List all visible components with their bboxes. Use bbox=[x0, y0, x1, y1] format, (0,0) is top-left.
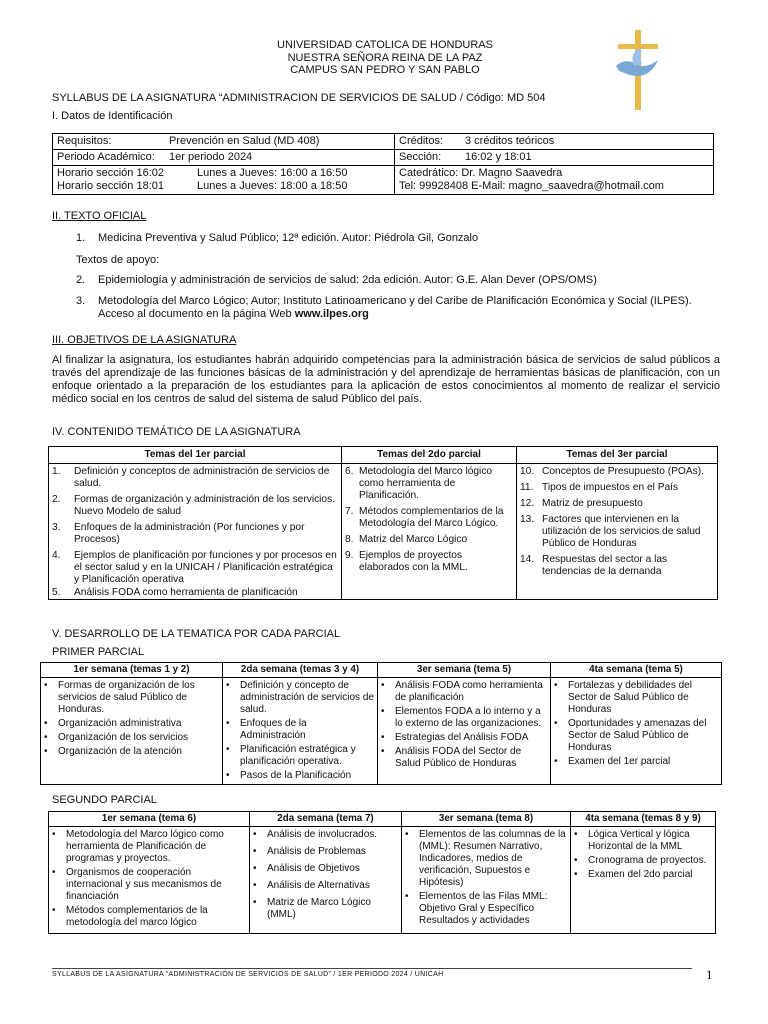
support-book-3 bbox=[76, 295, 722, 321]
list-item: • Examen del 1er parcial bbox=[554, 755, 671, 767]
segundo-parcial-title: SEGUNDO PARCIAL bbox=[52, 794, 157, 806]
table-row bbox=[53, 166, 714, 195]
segundo-parcial-table bbox=[48, 811, 716, 934]
list-item: • Análisis FODA como herramienta de planificación bbox=[381, 679, 543, 703]
table-row bbox=[49, 826, 716, 933]
list-item: 7. Métodos complementarios de la Metodología del Marco Lógico. bbox=[345, 506, 504, 529]
main-book bbox=[76, 232, 478, 245]
list-item: • Elementos de las Filas MML: Objetivo Gral y Específico Resultados y actividades bbox=[405, 890, 548, 926]
list-item: • Elementos de las columnas de la (MML): Resumen Narrativo, Indicadores, medios de verificación, Supuestos e Hipótesis) bbox=[405, 828, 566, 888]
horario-cell bbox=[53, 166, 395, 195]
list-item: • Pasos de la Planificación bbox=[226, 769, 352, 781]
support-book-2 bbox=[76, 274, 597, 287]
book-2-number: 2. bbox=[76, 274, 86, 286]
col-header-1er-parcial: Temas del 1er parcial bbox=[49, 447, 342, 464]
list-item: 12. Matriz de presupuesto bbox=[520, 498, 643, 509]
list-item: • Análisis FODA del Sector de Salud Público de Honduras bbox=[381, 745, 522, 769]
book-3-line-2 bbox=[98, 308, 692, 321]
week-4-cell bbox=[571, 826, 716, 933]
horario-1-label: Horario sección 16:02 bbox=[57, 167, 165, 179]
list-item: • Metodología del Marco lógico como herramienta de Planificación de programas y proyectos. bbox=[52, 828, 224, 864]
catedratico: Catedrático: Dr. Magno Saavedra bbox=[399, 167, 563, 179]
week-3-cell bbox=[378, 677, 551, 784]
header-line-3: CAMPUS SAN PEDRO Y SAN PABLO bbox=[290, 64, 480, 76]
periodo-label: Periodo Académico: bbox=[57, 151, 155, 163]
list-item: • Examen del 2do parcial bbox=[574, 868, 693, 880]
horario-2-value: Lunes a Jueves: 18:00 a 18:50 bbox=[197, 180, 348, 192]
list-item: • Matriz de Marco Lógico (MML) bbox=[253, 896, 371, 920]
week-1-cell bbox=[49, 826, 250, 933]
temas-2do-parcial-cell bbox=[342, 464, 517, 600]
list-item: 8. Matriz del Marco Lógico bbox=[345, 534, 468, 545]
book-3-access-text: Acceso al documento en la página Web bbox=[98, 308, 295, 320]
list-item: • Definición y concepto de administración de servicios de salud. bbox=[226, 679, 374, 715]
list-item: • Elementos FODA a lo interno y a lo externo de las organizaciones. bbox=[381, 705, 542, 729]
week-3-header: 3er semana (tema 8) bbox=[402, 812, 571, 827]
periodo-value: 1er periodo 2024 bbox=[169, 151, 253, 163]
col-header-2do-parcial: Temas del 2do parcial bbox=[342, 447, 517, 464]
contenido-table bbox=[48, 446, 718, 600]
week-2-header: 2da semana (temas 3 y 4) bbox=[223, 663, 378, 678]
creditos-value: 3 créditos teóricos bbox=[465, 135, 555, 147]
cross-horizontal-bar bbox=[618, 44, 658, 49]
periodo-cell bbox=[53, 150, 395, 166]
list-item: 4. Ejemplos de planificación por funciones y por procesos en el sector salud y en la UNICAH / Planificación estratégica y Planificación operativa bbox=[52, 550, 337, 585]
list-item: 1. Definición y conceptos de administración de servicios de salud. bbox=[52, 466, 330, 489]
section-2-title: II. TEXTO OFICIAL bbox=[52, 210, 147, 222]
list-item: 5. Análisis FODA como herramienta de planificación bbox=[52, 587, 298, 598]
primer-parcial-table bbox=[40, 662, 722, 785]
list-item: • Fortalezas y debilidades del Sector de Salud Público de Honduras bbox=[554, 679, 692, 715]
table-header-row bbox=[49, 447, 718, 464]
requisitos-label: Requisitos: bbox=[57, 135, 112, 147]
list-item: • Oportunidades y amenazas del Sector de Salud Público de Honduras bbox=[554, 717, 707, 753]
temas-3er-parcial-cell bbox=[517, 464, 718, 600]
list-item: 11. Tipos de impuestos en el País bbox=[520, 482, 679, 493]
syllabus-title: SYLLABUS DE LA ASIGNATURA “ADMINISTRACION DE SERVICIOS DE SALUD / Código: MD 504 bbox=[52, 92, 546, 104]
list-item: • Análisis de involucrados. bbox=[253, 828, 378, 840]
creditos-cell bbox=[395, 134, 714, 150]
catedratico-cell bbox=[395, 166, 714, 195]
book-3-line-1: Metodología del Marco Lógico; Autor; Instituto Latinoamericano y del Caribe de Planificación Económica y Social (ILPES). bbox=[98, 295, 692, 307]
footer-text: SYLLABUS DE LA ASIGNATURA “ADMINISTRACIÓN DE SERVICIOS DE SALUD” / 1ER PERIODO 2024 / UNICAH bbox=[52, 971, 444, 978]
list-item: • Planificación estratégica y planificación operativa. bbox=[226, 743, 356, 767]
seccion-cell bbox=[395, 150, 714, 166]
book-2-text: Epidemiología y administración de servicios de salud: 2da edición. Autor: G.E. Alan Dever (OPS/OMS) bbox=[98, 274, 597, 286]
section-3-title: III. OBJETIVOS DE LA ASIGNATURA bbox=[52, 334, 237, 346]
list-item: 13. Factores que intervienen en la utilización de los servicios de salud Público de Honduras bbox=[520, 514, 701, 549]
table-row bbox=[41, 677, 722, 784]
week-4-header: 4ta semana (temas 8 y 9) bbox=[571, 812, 716, 827]
list-item: • Estrategias del Análisis FODA bbox=[381, 731, 529, 743]
requisitos-cell bbox=[53, 134, 395, 150]
list-item: • Análisis de Problemas bbox=[253, 845, 366, 857]
week-1-header: 1er semana (temas 1 y 2) bbox=[41, 663, 223, 678]
header-line-2: NUESTRA SEÑORA REINA DE LA PAZ bbox=[287, 51, 483, 64]
list-item: 2. Formas de organización y administración de los servicios. Nuevo Modelo de salud bbox=[52, 494, 336, 517]
week-1-header: 1er semana (tema 6) bbox=[49, 812, 250, 827]
objetivos-paragraph: Al finalizar la asignatura, los estudiantes habrán adquirido competencias para la administración básica de servicios de salud públicos a través del aprendizaje de las funciones básicas de la administración y del aprendizaje de herramientas básicas de planificación, con un enfoque orientado a la preparación de los estudiantes para la aplicación de estos conocimientos al momento de realizar el servicio médico social en los centros de salud del sistema de salud Público del país. bbox=[52, 354, 720, 405]
list-item: • Métodos complementarios de la metodología del marco lógico bbox=[52, 904, 208, 928]
list-item: • Formas de organización de los servicios de salud Público de Honduras. bbox=[44, 679, 195, 715]
list-item: 9. Ejemplos de proyectos elaborados con la MML. bbox=[345, 550, 468, 573]
col-header-3er-parcial: Temas del 3er parcial bbox=[517, 447, 718, 464]
list-item: • Organización de los servicios bbox=[44, 731, 189, 743]
horario-2-label: Horario sección 18:01 bbox=[57, 180, 165, 192]
list-item: • Enfoques de la Administración bbox=[226, 717, 307, 741]
list-item: 10. Conceptos de Presupuesto (POAs). bbox=[520, 466, 704, 477]
week-3-header: 3er semana (tema 5) bbox=[378, 663, 551, 678]
week-2-cell bbox=[223, 677, 378, 784]
list-item: • Organización de la atención bbox=[44, 745, 182, 757]
list-item: • Análisis de Objetivos bbox=[253, 862, 360, 874]
list-item: • Organismos de cooperación internacional y sus mecanismos de financiación bbox=[52, 866, 222, 902]
section-1-title: I. Datos de Identificación bbox=[52, 110, 173, 122]
footer-divider bbox=[52, 968, 692, 969]
list-item: • Cronograma de proyectos. bbox=[574, 854, 707, 866]
page-number: 1 bbox=[706, 967, 713, 982]
identification-table bbox=[52, 133, 714, 195]
list-item: 14. Respuestas del sector a las tendencias de la demanda bbox=[520, 554, 668, 577]
week-3-cell bbox=[402, 826, 571, 933]
table-row bbox=[53, 150, 714, 166]
seccion-value: 16:02 y 18:01 bbox=[465, 151, 532, 163]
primer-parcial-title: PRIMER PARCIAL bbox=[52, 646, 145, 658]
seccion-label: Sección: bbox=[399, 151, 442, 163]
book-3-number: 3. bbox=[76, 295, 86, 307]
list-item: 3. Enfoques de la administración (Por funciones y por Procesos) bbox=[52, 522, 305, 545]
week-4-header: 4ta semana (tema 5) bbox=[551, 663, 722, 678]
table-header-row bbox=[41, 663, 722, 678]
week-1-cell bbox=[41, 677, 223, 784]
table-row bbox=[53, 134, 714, 150]
list-item: • Análisis de Alternativas bbox=[253, 879, 370, 891]
table-row bbox=[49, 464, 718, 600]
week-4-cell bbox=[551, 677, 722, 784]
week-2-cell bbox=[250, 826, 402, 933]
table-header-row bbox=[49, 812, 716, 827]
section-4-title: IV. CONTENIDO TEMÁTICO DE LA ASIGNATURA bbox=[52, 426, 301, 438]
creditos-label: Créditos: bbox=[399, 135, 444, 147]
book-1-number: 1. bbox=[76, 232, 86, 244]
temas-1er-parcial-cell bbox=[49, 464, 342, 600]
header-line-1: UNIVERSIDAD CATOLICA DE HONDURAS bbox=[277, 39, 493, 51]
week-2-header: 2da semana (tema 7) bbox=[250, 812, 402, 827]
support-label: Textos de apoyo: bbox=[76, 254, 160, 266]
list-item: • Organización administrativa bbox=[44, 717, 182, 729]
horario-1-value: Lunes a Jueves: 16:00 a 16:50 bbox=[197, 167, 348, 179]
institution-header bbox=[180, 39, 590, 77]
section-5-title: V. DESARROLLO DE LA TEMATICA POR CADA PARCIAL bbox=[52, 628, 341, 640]
ilpes-link[interactable]: www.ilpes.org bbox=[294, 308, 369, 320]
requisitos-value: Prevención en Salud (MD 408) bbox=[169, 135, 320, 147]
list-item: • Lógica Vertical y lógica Horizontal de la MML bbox=[574, 828, 690, 852]
cross-dove-icon bbox=[608, 26, 668, 114]
contacto: Tel: 99928408 E-Mail: magno_saavedra@hotmail.com bbox=[399, 180, 664, 192]
list-item: 6. Metodología del Marco lógico como herramienta de Planificación. bbox=[345, 466, 493, 501]
book-1-text: Medicina Preventiva y Salud Público; 12ª edición. Autor: Piédrola Gil, Gonzalo bbox=[98, 232, 479, 244]
